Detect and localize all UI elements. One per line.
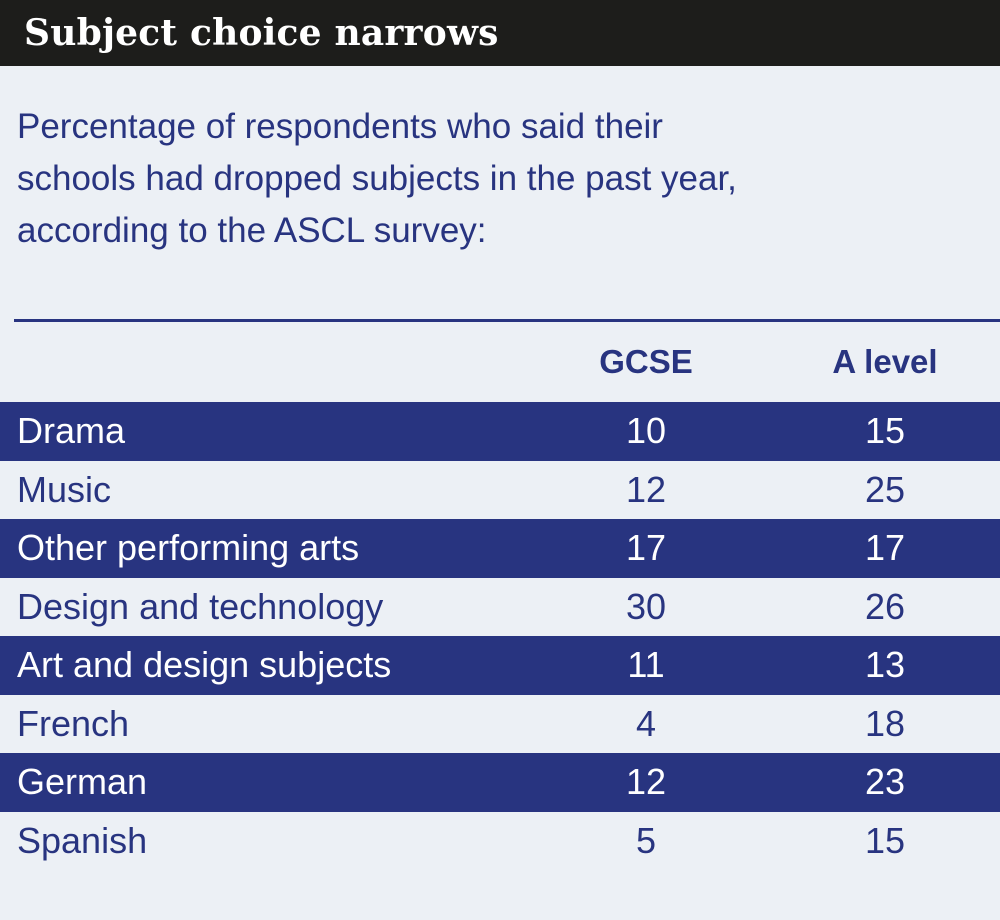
infographic-body (0, 66, 1000, 920)
gcse-value: 12 (625, 761, 667, 803)
page-title: Subject choice narrows (24, 12, 499, 54)
gcse-value: 30 (625, 585, 667, 627)
table-header-row (0, 322, 1000, 402)
a-level-value: 23 (864, 761, 906, 803)
row-label: Design and technology (17, 585, 384, 627)
a-level-value: 15 (864, 819, 906, 861)
table-row-music (0, 461, 1000, 520)
a-level-value: 17 (864, 527, 906, 569)
a-level-value: 25 (864, 468, 906, 510)
gcse-value: 4 (635, 702, 657, 744)
table-row-spanish (0, 812, 1000, 871)
a-level-value: 18 (864, 702, 906, 744)
row-label: Other performing arts (17, 527, 360, 569)
intro-text (0, 66, 1000, 257)
table-row-german (0, 753, 1000, 812)
table-row-art-and-design-subjects (0, 636, 1000, 695)
gcse-value: 10 (625, 410, 667, 452)
column-header-gcse: GCSE (599, 343, 693, 380)
table-row-french (0, 695, 1000, 754)
title-banner (0, 0, 1000, 66)
row-label: French (17, 702, 130, 744)
row-label: Music (17, 468, 112, 510)
intro-line: Percentage of respondents who said their (17, 107, 663, 146)
a-level-value: 15 (864, 410, 906, 452)
table-row-other-performing-arts (0, 519, 1000, 578)
gcse-value: 17 (625, 527, 667, 569)
intro-line: schools had dropped subjects in the past year, (17, 159, 737, 198)
gcse-value: 5 (635, 819, 657, 861)
row-label: Spanish (17, 819, 148, 861)
a-level-value: 13 (864, 644, 906, 686)
gcse-value: 11 (627, 644, 665, 686)
intro-line: according to the ASCL survey: (17, 211, 487, 250)
table-row-drama (0, 402, 1000, 461)
gcse-value: 12 (625, 468, 667, 510)
table-row-design-and-technology (0, 578, 1000, 637)
row-label: German (17, 761, 148, 803)
a-level-value: 26 (864, 585, 906, 627)
row-label: Drama (17, 410, 126, 452)
row-label: Art and design subjects (17, 644, 392, 686)
column-header-a-level: A level (832, 343, 938, 380)
table-body (0, 402, 1000, 870)
